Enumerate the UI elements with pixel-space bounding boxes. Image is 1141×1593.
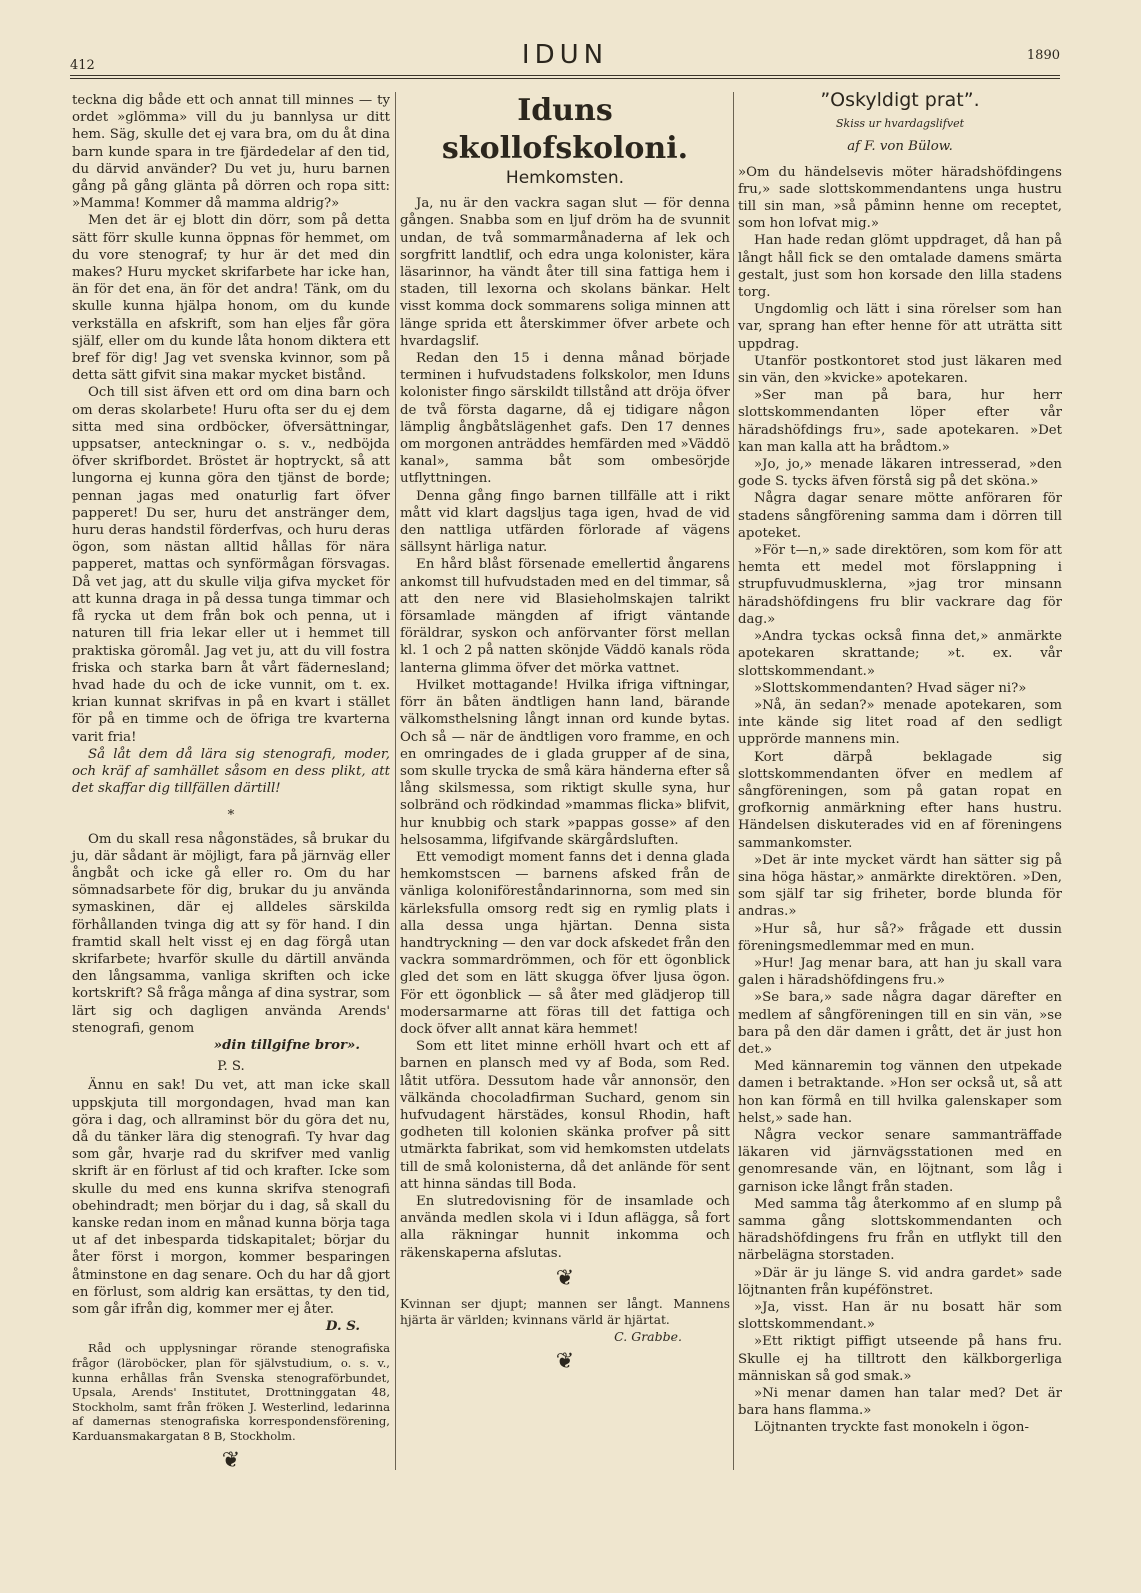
paragraph: Med kännaremin tog vännen den utpekade damen i betraktande. »Hon ser också ut, så att hon kan förmå en till hvilka galenskaper som helst,» sade han. bbox=[738, 1059, 1062, 1126]
section-separator: * bbox=[227, 808, 235, 824]
paragraph: »Ni menar damen han talar med? Det är bara hans flamma.» bbox=[738, 1386, 1062, 1419]
notice-text: Råd och upplysningar rörande stenografiska frågor (läroböcker, plan för självstudium, o. s. v., kunna erhållas från Svenska stenograförbundet, Upsala, Arends' Institutet, Drottninggatan 48, Stockholm, samt från fröken J. Westerlind, ledarinna af damernas stenografiska korrespondensförening, Karduansmakargatan 8 B, Stockholm. bbox=[72, 1341, 390, 1443]
page-header bbox=[70, 40, 1060, 74]
column-divider-left bbox=[395, 92, 396, 1470]
paragraph: »Nå, än sedan?» menade apotekaren, som inte kände sig litet road af den sedligt upprörde mannens min. bbox=[738, 697, 1062, 748]
column-2 bbox=[400, 92, 730, 1375]
masthead: IDUN bbox=[521, 40, 609, 70]
paragraph: Ja, nu är den vackra sagan slut — för denna gången. Snabba som en ljuf dröm ha de svunnit undan, de två sommarmånaderna af lek och sorgfritt landtlif, och edra unga kolonister, kära läsarinnor, ha vändt åter till sina fattiga hem i staden, till lexorna och skolans bänkar. Helt visst komma dock sommarens soliga minnen att länge sprida ett återskimmer öfver arbete och hvardagslif. bbox=[400, 196, 730, 349]
paragraph: Ännu en sak! Du vet, att man icke skall uppskjuta till morgondagen, hvad man kan göra i dag, och allraminst bör du göra det nu, då du tänker lära dig stenografi. Ty hvar dag som går, hvarje rad du skrifver med vanlig skrift är en förlust af tid och krafter. Icke som skulle du med ens kunna skrifva stenografi obehindradt; men börjar du i dag, så skall du kanske redan inom en månad kunna börja taga ut af det inbesparda tidskapitalet; börjar du åter först i morgon, kommer besparingen åtminstone en dag senare. Och du har då gjort en förlust, som aldrig kan ersättas, ty den tid, som går ifrån dig, kommer mer ej åter. bbox=[72, 1078, 390, 1318]
paragraph: En hård blåst försenade emellertid ångarens ankomst till hufvudstaden med en del timmar, så att den nere vid Blasieholmskajen talrikt församlade mängden af ifrigt väntande föräldrar, syskon och anförvanter först mellan kl. 1 och 2 på natten skönjde Väddö kanals röda lanterna glimma öfver det mörka vattnet. bbox=[400, 557, 730, 676]
column-divider-right bbox=[733, 92, 734, 1470]
paragraph: Några veckor senare sammanträffade läkaren vid järnvägsstationen med en genomresande vän, en löjtnant, som låg i garnison icke långt från staden. bbox=[738, 1127, 1062, 1195]
paragraph: Ett vemodigt moment fanns det i denna glada hemkomstscen — barnens afsked från de vänliga koloniföreståndarinnorna, som med sin kärleksfulla omsorg redt sig en rymlig plats i alla dessa unga hjärtan. Denna sista handtryckning — den var dock afskedet från den vackra sommardrömmen, och för ett ögonblick gled det som en lätt skugga öfver ljusa ögon. För ett ögonblick — så åter med glädjerop till modersarmarne att föras till det fattiga och dock öfver allt annat kära hemmet! bbox=[400, 849, 730, 1037]
paragraph: »Där är ju länge S. vid andra gardet» sade löjtnanten från kupéfönstret. bbox=[738, 1265, 1062, 1298]
ornament-icon: ❦ bbox=[555, 1349, 575, 1375]
paragraph: »Ja, visst. Han är nu bosatt här som slottskommendant.» bbox=[738, 1300, 1062, 1333]
paragraph: »Jo, jo,» menade läkaren intresserad, »den gode S. tycks äfven förstå sig på det sköna.» bbox=[738, 457, 1062, 490]
header-rule-top bbox=[70, 75, 1060, 76]
paragraph: »Se bara,» sade några dagar därefter en medlem af sångföreningen till en sin vän, »se bara på den där damen i grått, det är just hon det.» bbox=[738, 990, 1062, 1057]
paragraph: Denna gång fingo barnen tillfälle att i rikt mått vid klart dagsljus taga igen, hvad de vid den nattliga utfärden förlorade af vägens sällsynt härliga natur. bbox=[400, 488, 730, 556]
column-1 bbox=[72, 92, 390, 1473]
story-author: af F. von Bülow. bbox=[847, 139, 953, 155]
page-number: 412 bbox=[70, 58, 95, 73]
paragraph: Som ett litet minne erhöll hvart och ett af barnen en plansch med vy af Boda, som Red. låtit utföra. Dessutom hade vår annonsör, den välkända chocoladfirman Suchard, genom sin hufvudagent härstädes, konsul Rhodin, haft godheten till kolonien skänka profver på sitt utmärkta fabrikat, som vid hemkomsten utdelats till de små kolonisterna, då det anlände för sent att hinna sändas till Boda. bbox=[400, 1039, 730, 1192]
ornament-icon: ❦ bbox=[555, 1265, 575, 1291]
paragraph: teckna dig både ett och annat till minnes — ty ordet »glömma» vill du ju bannlysa ur ditt hem. Säg, skulle det ej vara bra, om du åt dina barn kunde spara in tre fjärdedelar af den tid, du därvid använder? Du vet ju, huru barnen gång på gång glänta på dörren och ropa sitt: »Mamma! Kommer då mamma aldrig?» bbox=[72, 93, 390, 212]
paragraph: »Andra tyckas också finna det,» anmärkte apotekaren skrattande; »t. ex. vår slottskommendant.» bbox=[738, 629, 1062, 679]
paragraph: Löjtnanten tryckte fast monokeln i ögon- bbox=[754, 1420, 1029, 1436]
year: 1890 bbox=[1026, 48, 1060, 63]
article-subtitle: Hemkomsten. bbox=[505, 168, 625, 188]
ds-signature: D. S. bbox=[325, 1319, 360, 1335]
paragraph: »Om du händelsevis möter häradshöfdingens fru,» sade slottskommendantens unga hustru till sin man, »så påminn henne om receptet, som hon lofvat mig.» bbox=[738, 164, 1062, 232]
story-title: ”Oskyldigt prat”. bbox=[820, 89, 980, 111]
paragraph: »Hur så, hur så?» frågade ett dussin föreningsmedlemmar med en mun. bbox=[738, 921, 1062, 954]
paragraph: Han hade redan glömt uppdraget, då han på långt håll fick se den omtalade damens smärta gestalt, just som hon korsade den lilla stadens torg. bbox=[738, 233, 1062, 301]
paragraph: Kort därpå beklagade sig slottskommendanten öfver en medlem af sångföreningen, som på gatan ropat en grofkornig anmärkning efter hans hustru. Händelsen diskuterades vid en af föreningens sammankomster. bbox=[738, 749, 1062, 851]
paragraph: »Det är inte mycket värdt han sätter sig på sina höga hästar,» anmärkte direktören. »Den, som själf tar sig friheter, borde blunda för andras.» bbox=[738, 852, 1062, 920]
paragraph: »Ett riktigt piffigt utseende på hans fru. Skulle ej ha tilltrott den kälkborgerliga människan så god smak.» bbox=[738, 1334, 1062, 1384]
paragraph: Med samma tåg återkommo af en slump på samma gång slottskommendanten och häradshöfdingens fru från en utflykt till den närbelägna storstaden. bbox=[738, 1196, 1062, 1264]
paragraph: Hvilket mottagande! Hvilka ifriga viftningar, förr än båten ändtligen hann land, bärande välkomsthelsning långt innan ord kunde bytas. Och så — när de ändtligen voro framme, en och en omringades de i glada grupper af de sina, som skulle trycka de små kära händerna efter så lång skilsmessa, som riktigt skulle syna, hur solbränd och rödkindad »mammas flicka» blifvit, hur knubbig och stark »pappas gosse» af den helsosamma, lifgifvande skärgårdsluften. bbox=[400, 677, 730, 848]
paragraph: Om du skall resa någonstädes, så brukar du ju, där sådant är möjligt, fara på järnväg eller ångbåt och icke gå eller ro. Om du har sömnadsarbete för dig, brukar du ju använda symaskinen, där ej alldeles särskilda förhållanden tvinga dig att sy för hand. I din framtid skall helt visst ej en dag förgå utan skrifarbete; hvarför skulle du därtill använda den långsamma, vanliga skriften och icke kortskrift? Så fråga många af dina systrar, som lärt sig och dagligen använda Arends' stenografi, genom bbox=[72, 831, 390, 1036]
paragraph-italic: Så låt dem då lära sig stenografi, moder, och kräf af samhället såsom en dess plikt, att det skaffar dig tillfällen därtill! bbox=[72, 746, 390, 797]
quote: Kvinnan ser djupt; mannen ser långt. Mannens hjärta är världen; kvinnans värld är hjärtat. bbox=[400, 1297, 730, 1327]
paragraph: Men det är ej blott din dörr, som på detta sätt förr skulle kunna öppnas för hemmet, om du vore stenograf; ty hur är det med din makes? Huru mycket skrifarbete har icke han, än för det ena, än för det andra! Tänk, om du skulle kunna hjälpa honom, om du kunde verkställa en afskrift, som han eljes får göra själf, eller om du kunde låta honom diktera ett bref för dig! Jag vet svenska kvinnor, som på detta sätt gifvit sina makar mycket bistånd. bbox=[72, 213, 390, 384]
paragraph: »Hur! Jag menar bara, att han ju skall vara galen i häradshöfdingens fru.» bbox=[738, 955, 1062, 989]
header-rule-bottom bbox=[70, 78, 1060, 79]
paragraph: Utanför postkontoret stod just läkaren med sin vän, den »kvicke» apotekaren. bbox=[738, 353, 1062, 387]
paragraph: En slutredovisning för de insamlade och använda medlen skola vi i Idun aflägga, så fort alla räkningar hunnit inkomma och räkenskaperna afslutas. bbox=[400, 1193, 730, 1261]
article-title: Iduns skollofskoloni. bbox=[441, 93, 689, 166]
story-subtitle: Skiss ur hvardagslifvet bbox=[836, 117, 964, 131]
signature-line: »din tillgifne bror». bbox=[213, 1037, 360, 1053]
paragraph: Och till sist äfven ett ord om dina barn och om deras skolarbete! Huru ofta ser du ej dem sitta med sina ordböcker, öfversättningar, uppsatser, anteckningar o. s. v., nedböjda öfver skrifbordet. Bröstet är hoptryckt, så att lungorna ej kunna göra den tjänst de borde; pennan jagas med onaturlig fart öfver papperet! Du ser, huru det anstränger dem, huru deras handstil förderfvas, och huru deras ögon, som nästan alltid hållas för nära papperet, mattas och synförmågan försvagas. Då vet jag, att du skulle vilja gifva mycket för att kunna draga in på dessa tunga timmar och få rycka ut dem från bok och penna, ut i naturen till fria lekar eller ut i hemmet till praktiska göromål. Jag vet ju, att du vill fostra friska och starka barn åt vårt fädernesland; hvad hade du och de icke vunnit, om t. ex. krian kunnat skrifvas in på en kvart i stället för på en timme och de öfriga tre kvarterna varit fria! bbox=[72, 385, 390, 745]
paragraph: Några dagar senare mötte anföraren för stadens sångförening samma dam i dörren till apoteket. bbox=[738, 491, 1062, 541]
column-3 bbox=[738, 89, 1062, 1437]
ps-heading: P. S. bbox=[217, 1059, 245, 1075]
paragraph: »Ser man på bara, hur herr slottskommendanten löper efter vår häradshöfdings fru», sade apotekaren. »Det kan man kalla att ha brådtom.» bbox=[738, 388, 1062, 455]
paragraph: »För t—n,» sade direktören, som kom för att hemta ett medel mot förslappning i strupfuvudmusklerna, »jag tror minsann häradshöfdingens fru blir vackrare dag för dag.» bbox=[738, 543, 1062, 627]
paragraph: Ungdomlig och lätt i sina rörelser som han var, sprang han efter henne för att uträtta sitt uppdrag. bbox=[738, 302, 1062, 352]
info-notice bbox=[72, 1341, 390, 1443]
paragraph: Redan den 15 i denna månad började terminen i hufvudstadens folkskolor, men Iduns kolonister fingo särskildt tillstånd att dröja öfver de två första dagarne, då ej tidigare någon lämplig ångbåtslägenhet gafs. Den 17 dennes om morgonen anträddes hemfärden med »Väddö kanal», samma båt som ombesörjde utflyttningen. bbox=[400, 351, 730, 487]
paragraph: »Slottskommendanten? Hvad säger ni?» bbox=[754, 680, 1027, 696]
ornament-icon: ❦ bbox=[221, 1447, 241, 1473]
quote-author: C. Grabbe. bbox=[614, 1329, 682, 1344]
